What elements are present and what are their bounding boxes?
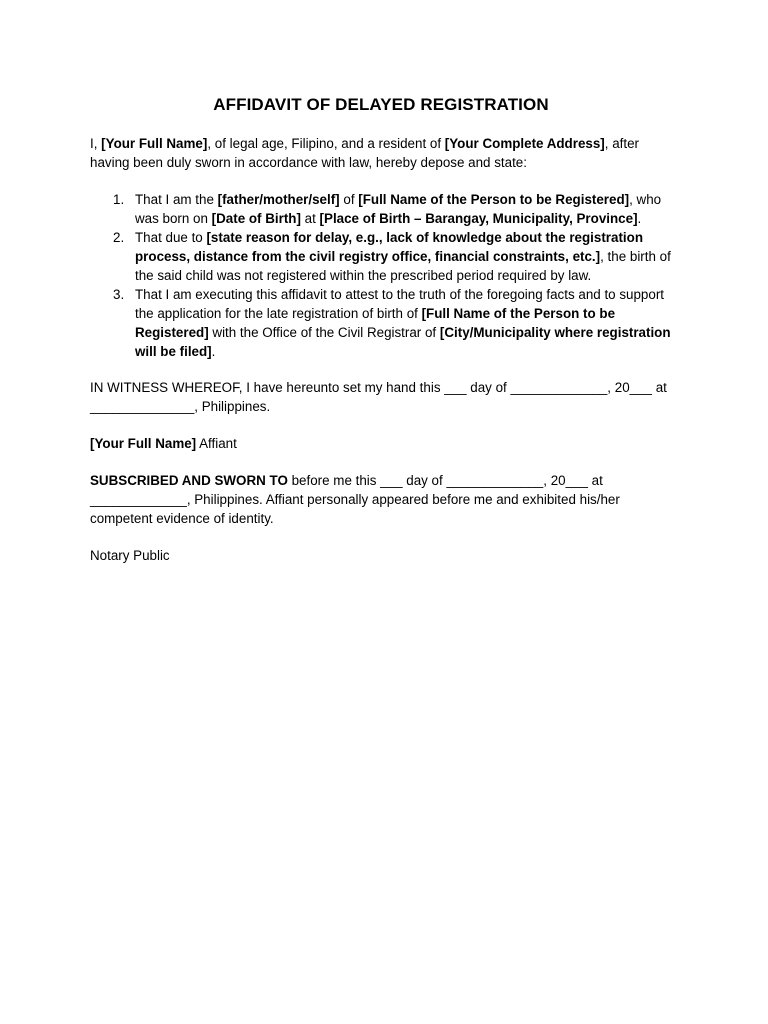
list-item: 1. That I am the [father/mother/self] of [Full Name of the Person to be Registered], who was born on [Date of Birth] at [Place of Birth – Barangay, Municipality, Province].	[113, 192, 662, 226]
notary-line: Notary Public	[90, 548, 170, 563]
intro-paragraph: I, [Your Full Name], of legal age, Filipino, and a resident of [Your Complete Address], after having been duly sworn in accordance with law, hereby depose and state:	[90, 136, 639, 170]
full-name-placeholder: [Your Full Name]	[101, 136, 208, 151]
registry-location-placeholder: [City/Municipality where registration will be filed]	[135, 325, 671, 359]
relationship-placeholder: [father/mother/self]	[217, 192, 340, 207]
birth-date-placeholder: [Date of Birth]	[211, 211, 301, 226]
list-item: 3. That I am executing this affidavit to attest to the truth of the foregoing facts and to support the application for the late registration of birth of [Full Name of the Person to be Registered] with the Office of the Civil Registrar of [City/Municipality where registration will be filed].	[113, 287, 671, 359]
subscribed-paragraph: SUBSCRIBED AND SWORN TO before me this ___ day of _____________, 20___ at _____________, Philippines. Affiant personally appeared before me and exhibited his/her competent evidence of identity.	[90, 473, 620, 526]
list-number: 2.	[113, 230, 125, 245]
address-placeholder: [Your Complete Address]	[444, 136, 605, 151]
registrant-name-placeholder: [Full Name of the Person to be Registered]	[358, 192, 630, 207]
subscribed-heading: SUBSCRIBED AND SWORN TO	[90, 473, 288, 488]
statement-list	[90, 190, 672, 361]
list-number: 3.	[113, 287, 125, 302]
registrant-name-placeholder: [Full Name of the Person to be Registered]	[135, 306, 616, 340]
affiant-line	[90, 434, 672, 453]
list-item: 2. That due to [state reason for delay, e.g., lack of knowledge about the registration process, distance from the civil registry office, financial constraints, etc.], the birth of the said child was not registered within the prescribed period required by law.	[113, 230, 671, 283]
delay-reason-placeholder: [state reason for delay, e.g., lack of knowledge about the registration process, distance from the civil registry office, financial constraints, etc.]	[135, 230, 643, 264]
affiant-label: Affiant	[196, 436, 237, 451]
document-title: AFFIDAVIT OF DELAYED REGISTRATION	[213, 95, 549, 114]
document-body	[90, 94, 672, 583]
birth-place-placeholder: [Place of Birth – Barangay, Municipality, Province]	[319, 211, 638, 226]
witness-paragraph: IN WITNESS WHEREOF, I have hereunto set my hand this ___ day of _____________, 20___ at ______________, Philippines.	[90, 380, 667, 414]
affiant-name-placeholder: [Your Full Name]	[90, 436, 197, 451]
list-number: 1.	[113, 192, 125, 207]
